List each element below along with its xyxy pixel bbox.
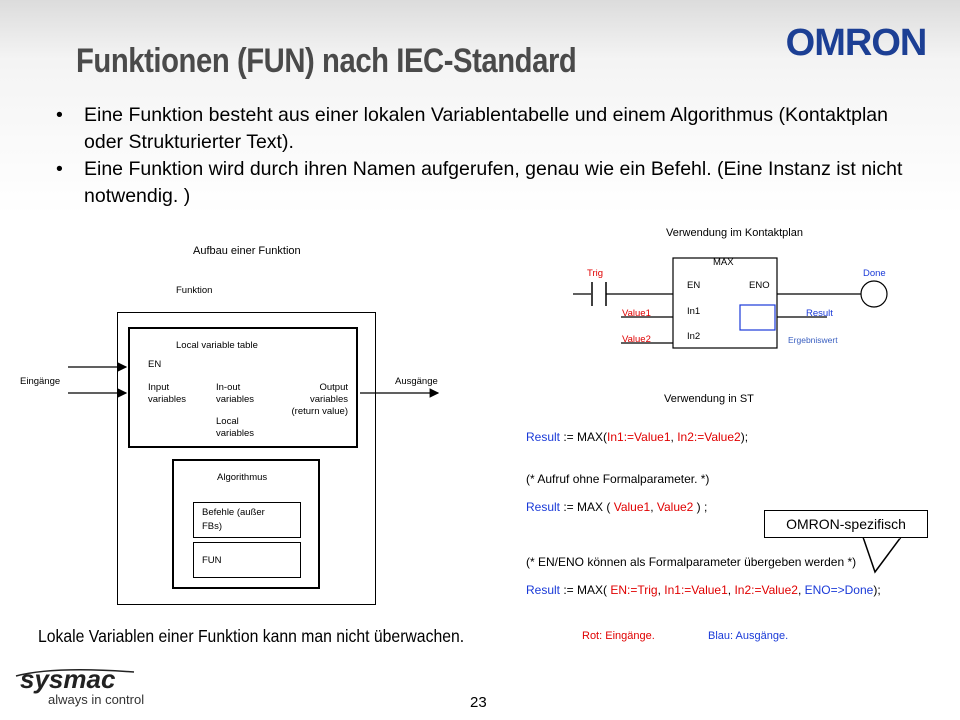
io-arrows xyxy=(60,360,460,410)
bullet-item: • Eine Funktion besteht aus einer lokalen Variablentabelle und einem Algorithmus (Kontaktplan oder Strukturierter Text). xyxy=(56,104,888,153)
eno-pin-label: ENO xyxy=(749,280,770,291)
local-table-title: Local variable table xyxy=(176,340,258,351)
sysmac-logo xyxy=(14,662,194,710)
st-line-2: Result := MAX ( Value1, Value2 ) ; xyxy=(526,500,708,514)
callout-pointer xyxy=(855,536,915,576)
fun-label: FUN xyxy=(202,555,222,566)
st-comment-2: (* EN/ENO können als Formalparameter übergeben werden *) xyxy=(526,555,857,569)
bullet-dot-icon: • xyxy=(56,158,63,180)
algorithmus-label: Algorithmus xyxy=(217,472,268,483)
svg-text:sysmac: sysmac xyxy=(20,664,116,694)
ladder-caption: Verwendung im Kontaktplan xyxy=(666,227,803,239)
st-caption: Verwendung in ST xyxy=(664,393,754,405)
eingaenge-label: Eingänge xyxy=(20,376,61,387)
max-label: MAX xyxy=(713,257,734,268)
value1-label: Value1 xyxy=(622,308,651,319)
result-label: Result xyxy=(806,308,833,319)
page-number: 23 xyxy=(470,694,487,711)
legend-blue: Blau: Ausgänge. xyxy=(708,630,789,642)
done-label: Done xyxy=(863,268,886,279)
ausgaenge-label: Ausgänge xyxy=(395,376,438,387)
inout-variables-label: In-out variables xyxy=(216,382,255,405)
bullet-list xyxy=(56,102,916,210)
bullet-dot-icon: • xyxy=(56,104,63,126)
ergebniswert-label: Ergebniswert xyxy=(780,331,876,349)
result-output-box xyxy=(740,305,775,330)
output-variables-label: Output variables (return value) xyxy=(291,382,348,417)
svg-text:OMRON: OMRON xyxy=(785,22,927,62)
trig-label: Trig xyxy=(587,268,604,279)
omron-logo xyxy=(772,22,940,62)
bullet-item: • Eine Funktion wird durch ihren Namen aufgerufen, genau wie ein Befehl. (Eine Instanz ist nicht notwendig. ) xyxy=(56,158,903,207)
local-variables-label: Local variables xyxy=(216,416,255,439)
st-line-1: Result := MAX(In1:=Value1, In2:=Value2); xyxy=(526,430,749,444)
input-variables-label: Input variables xyxy=(148,382,187,405)
en-label: EN xyxy=(148,359,162,370)
bottom-note: Lokale Variablen einer Funktion kann man nicht überwachen. xyxy=(38,626,465,646)
funktion-label: Funktion xyxy=(176,285,213,296)
st-comment-1: (* Aufruf ohne Formalparameter. *) xyxy=(526,472,710,486)
befehle-label: Befehle (außer FBs) xyxy=(202,507,265,532)
page-title: Funktionen (FUN) nach IEC-Standard xyxy=(76,42,577,80)
value2-label: Value2 xyxy=(622,334,651,345)
coil-icon xyxy=(861,281,887,307)
diagram-caption: Aufbau einer Funktion xyxy=(193,245,301,257)
in1-pin-label: In1 xyxy=(687,306,701,317)
en-pin-label: EN xyxy=(687,280,701,291)
st-line-3: Result := MAX( EN:=Trig, In1:=Value1, In2:=Value2, ENO=>Done); xyxy=(526,583,881,597)
in2-pin-label: In2 xyxy=(687,331,701,342)
svg-text:always in control: always in control xyxy=(48,692,145,707)
callout-box: OMRON-spezifisch xyxy=(764,510,928,538)
legend-red: Rot: Eingänge. xyxy=(582,630,655,642)
